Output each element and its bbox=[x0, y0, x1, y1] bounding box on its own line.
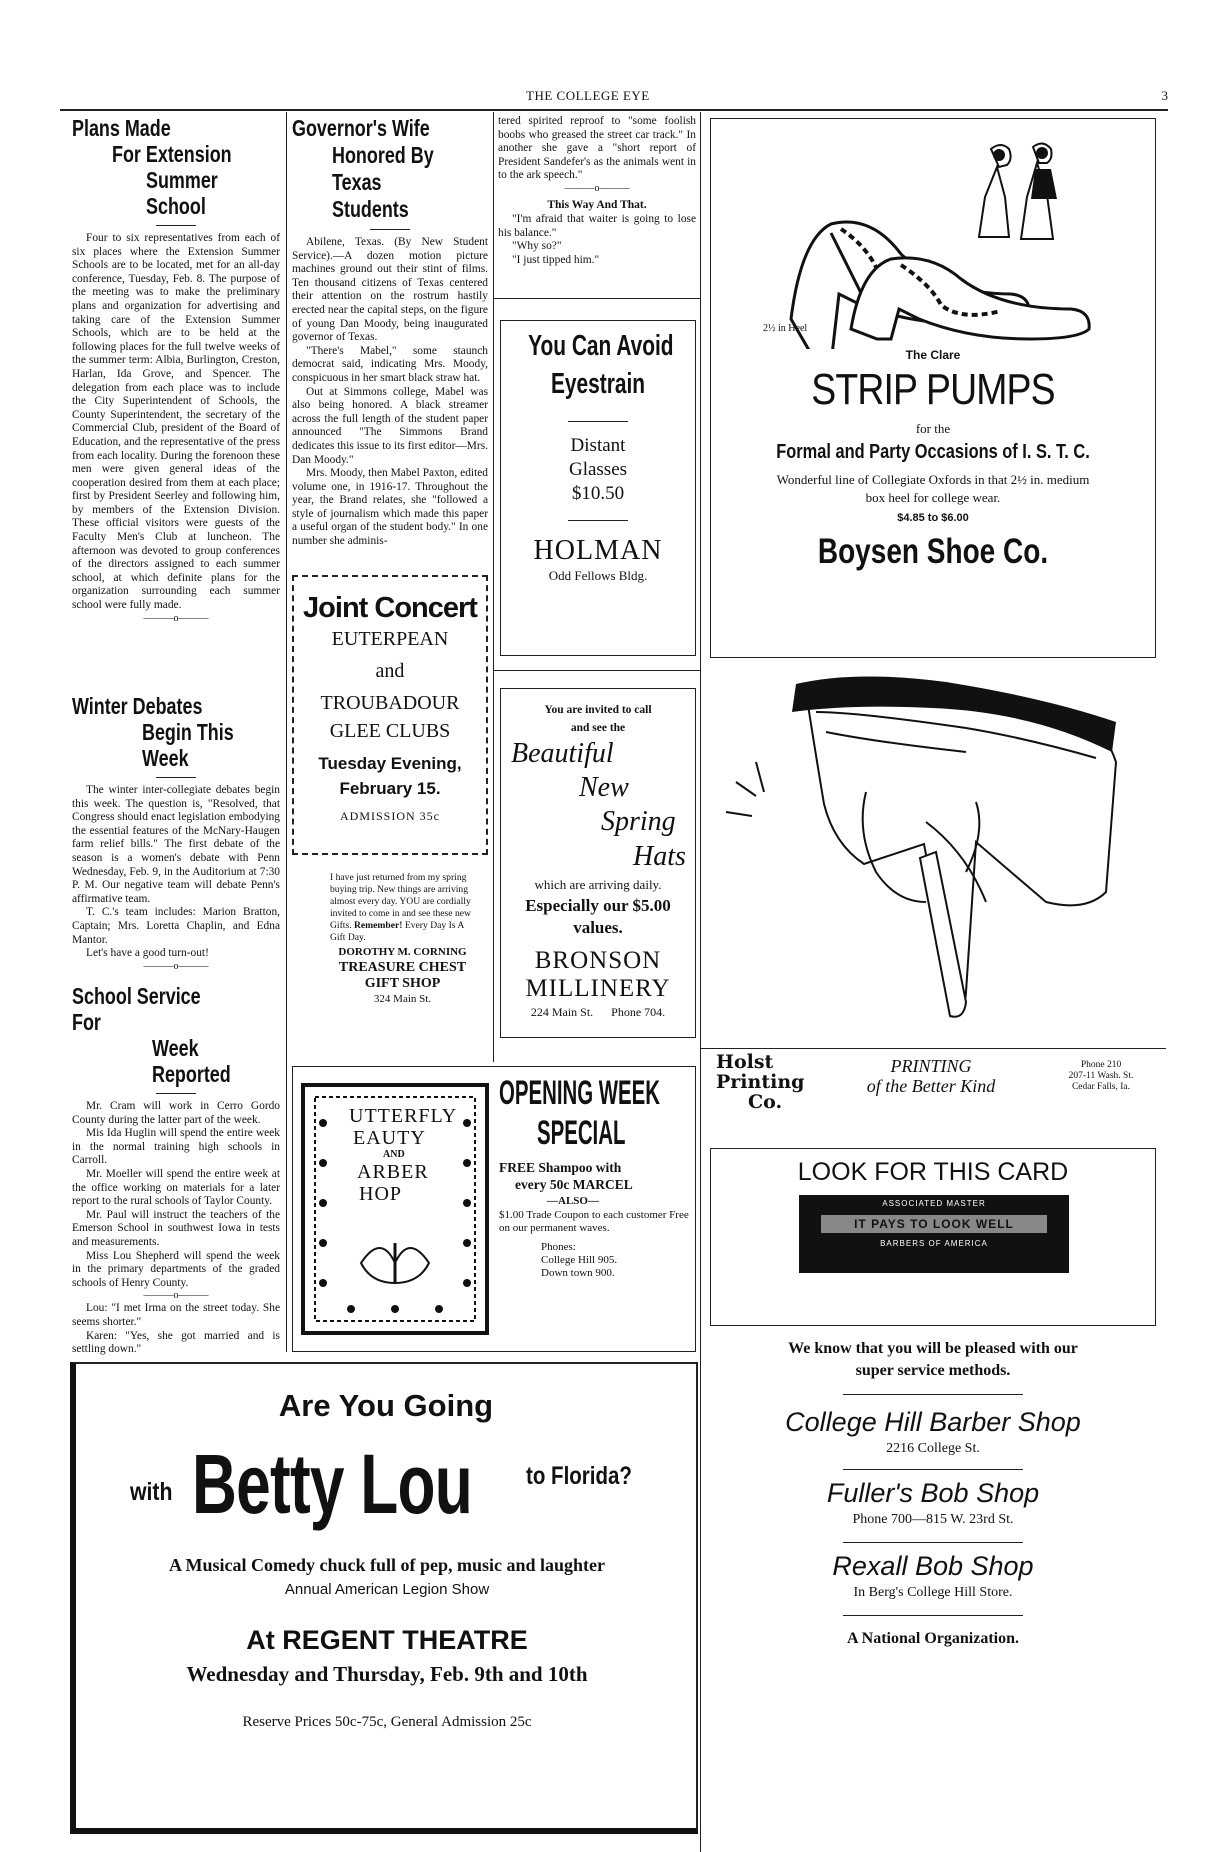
gift-text: I have just returned from my spring buying trip. New things are arriving almost every day. YOU are cordially invited to come in and see these new Gifts. bbox=[330, 872, 471, 931]
sign-text: AND bbox=[383, 1149, 405, 1160]
headline: For Extension bbox=[112, 141, 232, 167]
hats-intro: and see the bbox=[570, 722, 626, 734]
hats-especially: Especially our $5.00 bbox=[525, 896, 671, 915]
betty-subline: Annual American Legion Show bbox=[284, 1581, 490, 1598]
barber-details bbox=[710, 1338, 1156, 1650]
gift-ad bbox=[330, 872, 475, 1006]
paragraph: tered spirited reproof to "some foolish boobs who greased the street car track." In another she gave a "short report of President Sandefer's as the animals went in to the ark speech." bbox=[498, 115, 696, 182]
gift-address: 324 Main St. bbox=[373, 993, 432, 1005]
printing-name: Printing bbox=[716, 1071, 805, 1093]
this-way-headline: This Way And That. bbox=[547, 198, 647, 211]
shoe-headline: STRIP PUMPS bbox=[811, 365, 1055, 414]
separator: ———o——— bbox=[143, 1290, 209, 1302]
article-body bbox=[498, 115, 696, 183]
betty-venue: At REGENT THEATRE bbox=[246, 1625, 528, 1655]
headline: Texas Students bbox=[332, 169, 409, 222]
hats-intro: You are invited to call bbox=[544, 704, 652, 716]
gift-shop-name: GIFT SHOP bbox=[364, 976, 441, 991]
sign-text: EAUTY bbox=[353, 1127, 426, 1149]
gift-remember-text: Every Day Is A Gift Day. bbox=[330, 920, 464, 943]
joke bbox=[72, 1302, 280, 1356]
gift-shop-name: TREASURE CHEST bbox=[338, 960, 467, 975]
headline: Week Reported bbox=[152, 1035, 231, 1087]
betty-line: Are You Going bbox=[278, 1388, 494, 1423]
debates-article bbox=[72, 693, 280, 973]
barber-footer: A National Organization. bbox=[846, 1630, 1019, 1647]
shoe-store: Boysen Shoe Co. bbox=[817, 532, 1049, 571]
betty-tagline: A Musical Comedy chuck full of pep, music and laughter bbox=[168, 1555, 606, 1575]
heel-note: 2½ in Heel bbox=[763, 323, 808, 334]
headline: Honored By bbox=[332, 142, 434, 168]
article-body bbox=[72, 1100, 280, 1290]
hats-address: 224 Main St. bbox=[530, 1005, 594, 1019]
paragraph: Out at Simmons college, Mabel was also being honored. A black streamer across the full length of the student paper announced "The Simmons Brand dedicates this issue to its first editor—Mrs. Dan Moody." bbox=[292, 385, 488, 466]
article-body bbox=[72, 232, 280, 613]
eyestrain-headline: Eyestrain bbox=[550, 368, 646, 400]
shoe-desc: box heel for college wear. bbox=[865, 490, 1001, 505]
barber-card bbox=[799, 1195, 1069, 1273]
betty-to-florida: to Florida? bbox=[526, 1462, 632, 1490]
barber-headline: LOOK FOR THIS CARD bbox=[797, 1158, 1069, 1186]
beauty-coupon: $1.00 Trade Coupon to each customer Free on our permanent waves. bbox=[499, 1209, 689, 1234]
beauty-also: —ALSO— bbox=[547, 1195, 599, 1207]
printing-slogan: of the Better Kind bbox=[866, 1076, 996, 1096]
hats-store: BRONSON bbox=[534, 947, 662, 974]
paragraph: "I just tipped him." bbox=[512, 253, 600, 266]
concert-date: Tuesday Evening, bbox=[318, 754, 462, 773]
card-middle: IT PAYS TO LOOK WELL bbox=[821, 1215, 1047, 1233]
paragraph: "I'm afraid that waiter is going to lose his balance." bbox=[498, 212, 696, 239]
beauty-phone: Down town 900. bbox=[541, 1267, 615, 1279]
shoe-price: $4.85 to $6.00 bbox=[897, 512, 969, 524]
plans-article bbox=[72, 115, 280, 625]
page-number: 3 bbox=[1161, 88, 1168, 103]
separator: ———o——— bbox=[143, 612, 209, 624]
concert-line: and bbox=[375, 660, 405, 682]
concert-date: February 15. bbox=[339, 779, 441, 798]
governor-article bbox=[292, 115, 488, 549]
headline: Winter Debates bbox=[72, 693, 203, 719]
sign-text: HOP bbox=[359, 1183, 403, 1205]
paragraph: Mr. Paul will instruct the teachers of the Emerson School in southwest Iowa in tests and measurements. bbox=[72, 1208, 280, 1248]
paragraph: Abilene, Texas. (By New Student Service).—A dozen motion picture machines ground out their stint of films. Ten thousand citizens of Texas centered their attention on the rostrum hastily erected near the capital steps, on the figure of young Dan Moody, being inaugurated governor of Texas. bbox=[292, 236, 488, 344]
betty-lou-ad bbox=[70, 1362, 698, 1834]
paragraph: Mis Ida Huglin will spend the entire week in the normal training high schools in Carroll. bbox=[72, 1127, 280, 1167]
beauty-headline: OPENING WEEK bbox=[499, 1074, 660, 1112]
beauty-offer: FREE Shampoo with bbox=[499, 1160, 622, 1175]
printing-name: Holst bbox=[716, 1051, 774, 1073]
beauty-phones-label: Phones: bbox=[541, 1241, 576, 1253]
eyestrain-store: HOLMAN bbox=[533, 535, 663, 566]
betty-title: Betty Lou bbox=[192, 1437, 472, 1531]
eyestrain-item: Distant bbox=[570, 435, 626, 456]
divider bbox=[494, 298, 700, 299]
paragraph: Four to six representatives from each of six places where the Extension Summer Schools are to be located, met for an all-day conference, Tuesday, Feb. 8. The purpose of the meeting was to make the preliminary plans and organization for advertising and taking care of the Extension Summer Schools, which are to be held at the following places for the full twelve weeks of the summer term: Albia, Burlington, Creston, Harlan, Ida Grove, and Spencer. The delegation from each place was to include the City Superintendent of Schools, the County Superintendent, the secretary of the Commercial Club, president of the Board of Education, and the representative of the press from each locality. During the forenoon these men were given general ideas of the cooperation desired from them at each place; first by President Seerley and following him, by members of the Extension Division. These official visitors were guests of the Faculty Men's Club at luncheon. The afternoon was devoted to group conferences of the directors assigned to each summer school, at which definite plans for the organization surrounding each summer school were fully made. bbox=[72, 232, 280, 612]
column-divider bbox=[493, 112, 494, 1062]
concert-title: Joint Concert bbox=[303, 592, 477, 624]
beauty-headline: SPECIAL bbox=[537, 1114, 626, 1152]
sign-text: UTTERFLY bbox=[349, 1105, 458, 1127]
gift-remember: Remember! bbox=[354, 920, 403, 931]
card-top: ASSOCIATED MASTER bbox=[882, 1199, 986, 1208]
hats-word: New bbox=[579, 772, 629, 803]
concert-ad bbox=[292, 575, 488, 855]
shoe-for: for the bbox=[915, 421, 951, 436]
shoe-illustration-icon bbox=[771, 129, 1101, 349]
sign-text: ARBER bbox=[357, 1161, 429, 1183]
paragraph: Miss Lou Shepherd will spend the week in the primary departments of the graded schools of Henry County. bbox=[72, 1249, 280, 1289]
headline: School Service For bbox=[72, 983, 201, 1035]
masthead-rule bbox=[60, 109, 1168, 111]
printing-phone: Phone 210 bbox=[1080, 1060, 1122, 1070]
printing-slogan: PRINTING bbox=[890, 1056, 972, 1076]
eyestrain-headline: You Can Avoid bbox=[528, 330, 674, 362]
paragraph: "There's Mabel," some staunch democrat said, indicating Mrs. Moody, conspicuous in her smart black straw hat. bbox=[292, 344, 488, 384]
hats-arriving: which are arriving daily. bbox=[534, 877, 662, 892]
paragraph: Mrs. Moody, then Mabel Paxton, edited volume one, in 1916-17. Throughout the year, the Brand relates, she "followed a style of journalism which made this paper a useful organ of the student body." In one number she adminis- bbox=[292, 467, 488, 548]
paragraph: Mr. Moeller will spend the entire week at the office working on materials for a later report to the rural schools of Taylor County. bbox=[72, 1167, 280, 1208]
shop-name: College Hill Barber Shop bbox=[785, 1407, 1081, 1437]
paragraph: T. C.'s team includes: Marion Bratton, Captain; Mrs. Loretta Chaplin, and Edna Mantor. bbox=[72, 906, 280, 946]
betty-with: with bbox=[130, 1478, 173, 1506]
paragraph: Karen: "Yes, she got married and is settling down." bbox=[72, 1329, 280, 1356]
column-divider bbox=[700, 112, 701, 1852]
shop-address: In Berg's College Hill Store. bbox=[853, 1585, 1013, 1600]
concert-admission: ADMISSION 35c bbox=[340, 809, 440, 823]
eyestrain-item: Glasses bbox=[568, 459, 628, 480]
printing-ad bbox=[716, 1050, 1166, 1130]
governor-continued bbox=[498, 115, 696, 267]
paragraph: Mr. Cram will work in Cerro Gordo County during the latter part of the week. bbox=[72, 1100, 280, 1126]
printing-address: 207-11 Wash. St. bbox=[1068, 1071, 1134, 1081]
hats-especially: values. bbox=[573, 918, 623, 937]
beauty-ad bbox=[292, 1066, 696, 1352]
eyestrain-ad bbox=[500, 320, 696, 656]
pleased-text: super service methods. bbox=[855, 1362, 1011, 1379]
headline: Summer School bbox=[146, 167, 218, 219]
paragraph: "Why so?" bbox=[512, 240, 562, 253]
headline: Governor's Wife bbox=[292, 115, 430, 141]
hats-ad bbox=[500, 688, 696, 1038]
headline: Plans Made bbox=[72, 115, 171, 141]
shop-name: Rexall Bob Shop bbox=[832, 1551, 1034, 1581]
beauty-offer: every 50c MARCEL bbox=[515, 1177, 633, 1192]
separator: ———o——— bbox=[564, 182, 630, 194]
hats-phone: Phone 704. bbox=[611, 1005, 666, 1019]
eyestrain-price: $10.50 bbox=[571, 483, 625, 504]
betty-prices: Reserve Prices 50c-75c, General Admission 25c bbox=[242, 1714, 532, 1730]
paragraph: The winter inter-collegiate debates begin this week. The question is, "Resolved, that Congress should enact legislation embodying the essential features of the McNary-Haugen farm relief bills." The first debate of the season is a women's debate with Penn Wednesday, Feb. 9, in the Auditorium at 7:30 P. M. Our negative team will debate Penn's affirmative team. bbox=[72, 784, 280, 905]
column-divider bbox=[286, 112, 287, 1352]
pleased-text: We know that you will be pleased with our bbox=[788, 1340, 1078, 1357]
masthead bbox=[60, 88, 1168, 108]
shop-name: Fuller's Bob Shop bbox=[826, 1478, 1040, 1508]
separator: ———o——— bbox=[143, 960, 209, 972]
shoe-occasion: Formal and Party Occasions of I. S. T. C. bbox=[776, 441, 1090, 463]
masthead-title: THE COLLEGE EYE bbox=[526, 88, 650, 103]
paragraph: Let's have a good turn-out! bbox=[86, 947, 209, 960]
shoe-desc: Wonderful line of Collegiate Oxfords in that 2½ in. medium bbox=[776, 472, 1090, 487]
hats-store: MILLINERY bbox=[525, 975, 671, 1002]
gift-name: DOROTHY M. CORNING bbox=[338, 946, 467, 958]
betty-dates: Wednesday and Thursday, Feb. 9th and 10th bbox=[186, 1662, 588, 1686]
shoe-model: The Clare bbox=[905, 348, 961, 362]
concert-line: TROUBADOUR bbox=[320, 692, 460, 714]
barber-ad bbox=[710, 1148, 1156, 1326]
shop-address: 2216 College St. bbox=[886, 1441, 980, 1456]
concert-line: EUTERPEAN bbox=[331, 628, 449, 650]
shoe-ad bbox=[710, 118, 1156, 658]
printing-name: Co. bbox=[748, 1091, 783, 1113]
article-body bbox=[292, 236, 488, 549]
hats-word: Hats bbox=[633, 841, 686, 872]
card-bottom: BARBERS OF AMERICA bbox=[880, 1239, 988, 1248]
eyestrain-address: Odd Fellows Bldg. bbox=[548, 568, 648, 583]
concert-line: GLEE CLUBS bbox=[329, 720, 451, 742]
beauty-phone: College Hill 905. bbox=[541, 1254, 618, 1266]
divider bbox=[494, 670, 700, 671]
pointing-hand-icon bbox=[716, 672, 1156, 1032]
hats-word: Beautiful bbox=[511, 738, 614, 769]
shop-address: Phone 700—815 W. 23rd St. bbox=[852, 1512, 1014, 1527]
article-body bbox=[72, 784, 280, 961]
printing-address: Cedar Falls, Ia. bbox=[1071, 1082, 1131, 1092]
service-article bbox=[72, 983, 280, 1357]
headline: Begin This Week bbox=[142, 719, 234, 771]
divider bbox=[700, 1048, 1166, 1049]
paragraph: Lou: "I met Irma on the street today. She seems shorter." bbox=[72, 1302, 280, 1328]
hats-word: Spring bbox=[601, 806, 676, 837]
this-way-body bbox=[498, 213, 696, 267]
